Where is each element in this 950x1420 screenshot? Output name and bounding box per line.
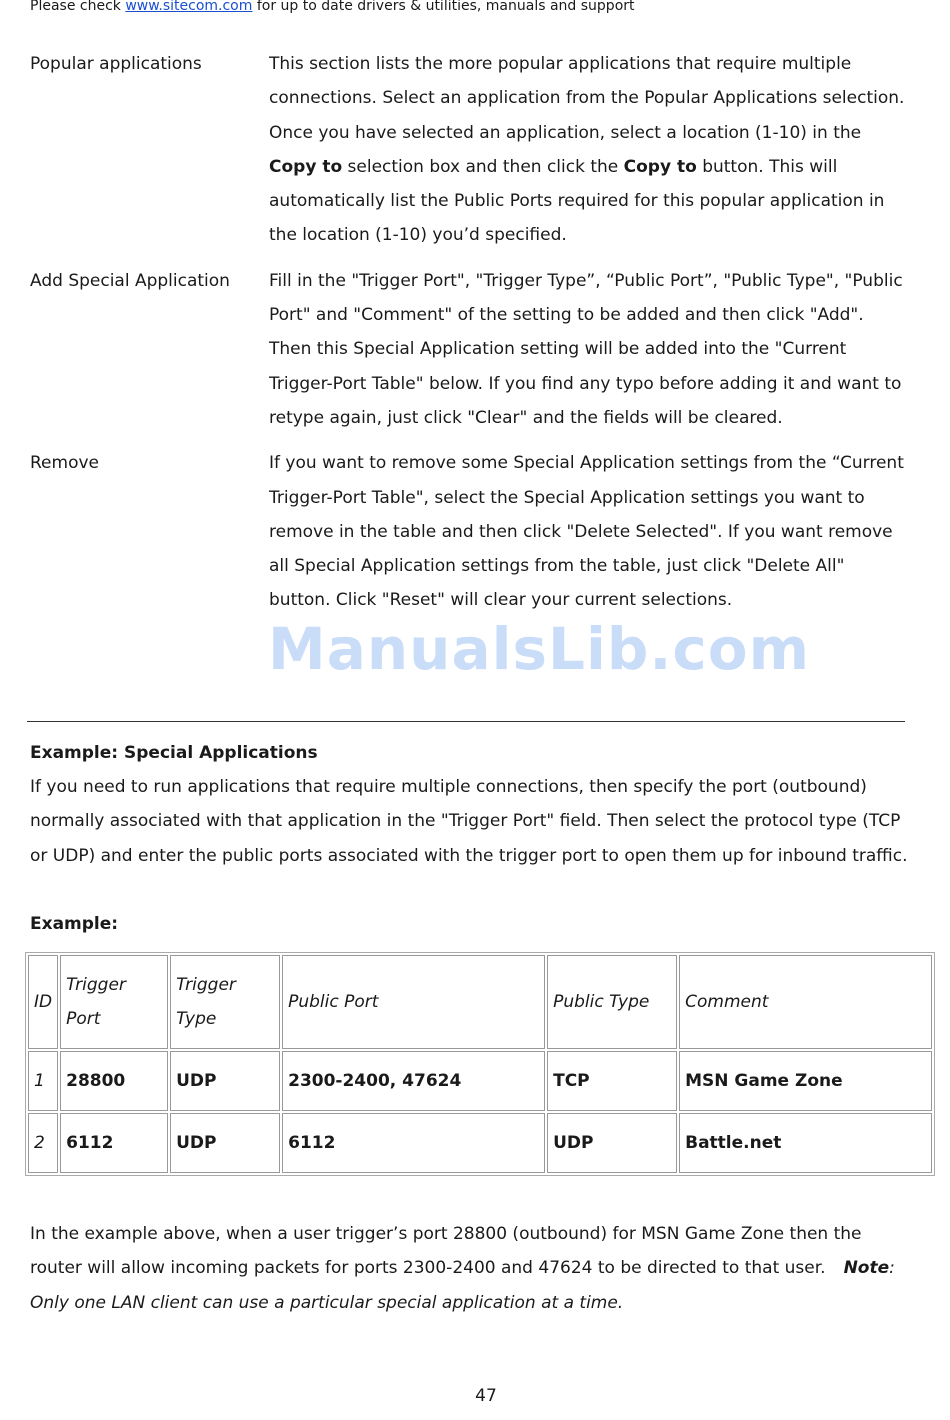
example-table <box>25 952 935 1176</box>
note-text: In the example above, when a user trigger’s port 28800 (outbound) for MSN Game Zone then the router will allow incoming packets for ports 2300-2400 and 47624 to be directed to that user. <box>30 1224 862 1279</box>
cell-trigger-type: UDP <box>170 1113 280 1173</box>
header-public-type: Public Type <box>547 955 677 1049</box>
desc-add-special-application: Fill in the "Trigger Port", "Trigger Type”, “Public Port”, "Public Type", "Public Port" and "Comment" of the setting to be added and then click "Add". Then this Special Application setting will be added into the "Current Trigger-Port Table" below. If you find any typo before adding it and want to retype again, just click "Clear" and the fields will be cleared. <box>269 270 903 428</box>
header-public-port: Public Port <box>282 955 545 1049</box>
desc-text: This section lists the more popular applications that require multiple connections. Select an application from the Popular Applications selection. Once you have selected an application, select a location (1-10) in the <box>269 54 905 143</box>
copy-to-bold: Copy to <box>623 156 697 177</box>
page-header <box>30 0 635 14</box>
sitecom-link[interactable]: www.sitecom.com <box>125 0 253 14</box>
cell-public-type: UDP <box>547 1113 677 1173</box>
header-post-text: for up to date drivers & utilities, manuals and support <box>252 0 635 14</box>
definition-popular-applications <box>30 47 905 253</box>
section-divider <box>27 721 905 722</box>
term-remove: Remove <box>30 453 99 474</box>
header-trigger-port: Trigger Port <box>60 955 168 1049</box>
desc-text: selection box and then click the <box>342 156 624 177</box>
definition-remove <box>30 446 905 617</box>
term-popular-applications: Popular applications <box>30 54 202 74</box>
example-label: Example: <box>30 914 119 934</box>
cell-trigger-port: 6112 <box>60 1113 168 1173</box>
definition-list <box>30 47 905 629</box>
definition-add-special-application <box>30 264 905 435</box>
note-label: Note <box>843 1258 890 1279</box>
desc-popular-applications <box>269 47 905 253</box>
cell-trigger-port: 28800 <box>60 1051 168 1111</box>
cell-trigger-type: UDP <box>170 1051 280 1111</box>
desc-text: button. This will automatically list the Public Ports required for this popular application in the location (1-10) you’d specified. <box>269 156 885 246</box>
desc-remove: If you want to remove some Special Application settings from the “Current Trigger-Port Table", select the Special Application settings you want to remove in the table and then click "Delete Selected". If you want remove all Special Application settings from the table, just click "Delete All" button. Click "Reset" will clear your current selections. <box>269 453 904 611</box>
table-header-row <box>28 955 932 1049</box>
example-paragraph: If you need to run applications that require multiple connections, then specify the port (outbound) normally associated with that application in the "Trigger Port" field. Then select the protocol type (TCP or UDP) and enter the public ports associated with the trigger port to open them up for inbound traffic. <box>30 777 908 866</box>
cell-id: 2 <box>28 1113 58 1173</box>
term-add-special-application: Add Special Application <box>30 270 230 291</box>
cell-comment: Battle.net <box>679 1113 932 1173</box>
cell-public-port: 6112 <box>282 1113 545 1173</box>
cell-id: 1 <box>28 1051 58 1111</box>
header-trigger-type: Trigger Type <box>170 955 280 1049</box>
header-pre-text: Please check <box>30 0 126 14</box>
watermark: ManualsLib.com <box>268 615 811 683</box>
header-comment: Comment <box>679 955 932 1049</box>
table-row <box>28 1051 932 1111</box>
header-id: ID <box>28 955 58 1049</box>
cell-comment: MSN Game Zone <box>679 1051 932 1111</box>
cell-public-type: TCP <box>547 1051 677 1111</box>
table-row <box>28 1113 932 1173</box>
page-number: 47 <box>475 1386 497 1406</box>
note-tail: : Only one LAN client can use a particular special application at a time. <box>30 1258 895 1313</box>
example-title: Example: Special Applications <box>30 743 318 763</box>
cell-public-port: 2300-2400, 47624 <box>282 1051 545 1111</box>
note-paragraph <box>30 1217 910 1320</box>
copy-to-bold: Copy to <box>269 156 343 177</box>
